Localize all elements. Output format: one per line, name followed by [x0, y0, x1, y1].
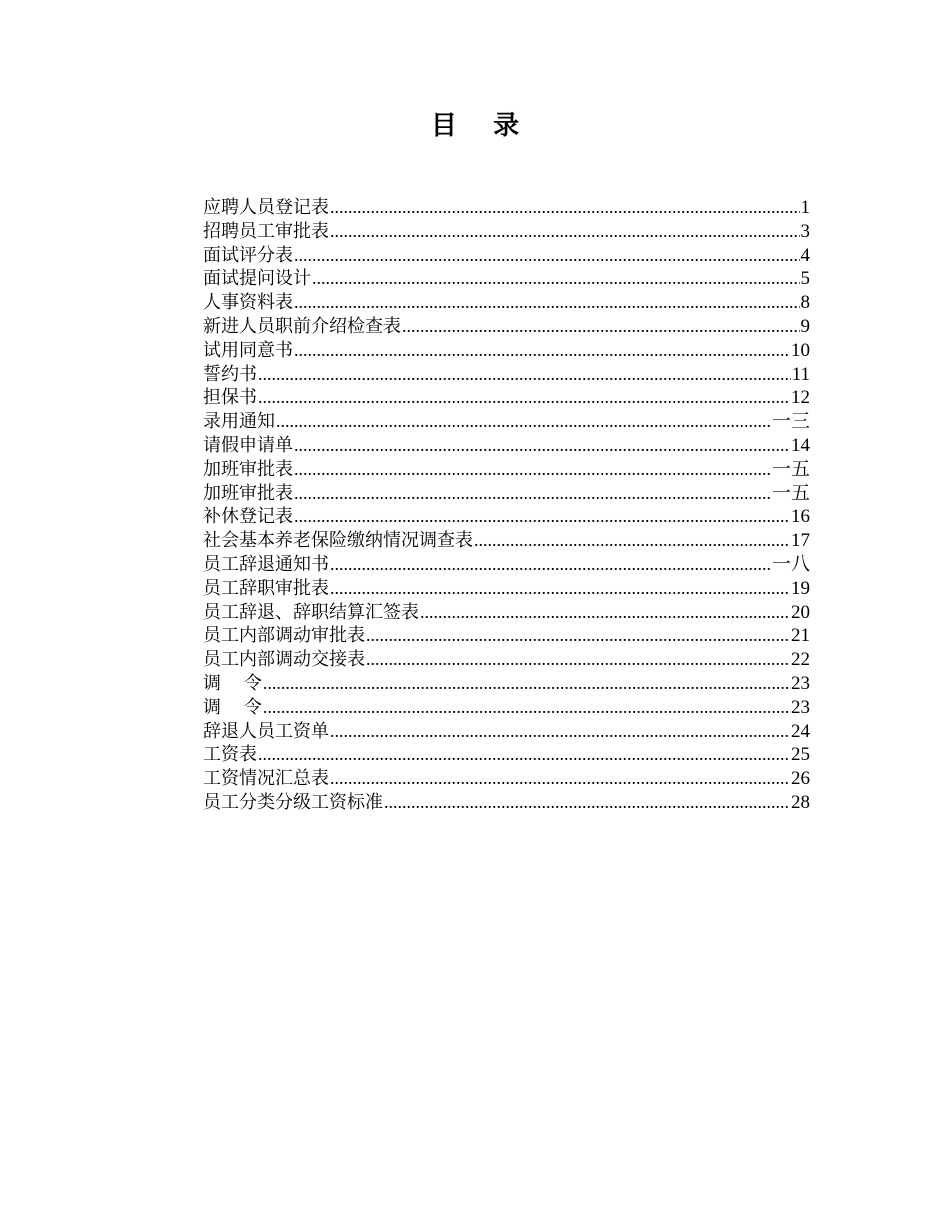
toc-entry-label: 员工辞职审批表	[203, 577, 329, 599]
toc-entry-page-number: 24	[791, 720, 810, 742]
toc-entry-page-number: 26	[791, 768, 810, 790]
toc-dot-leader	[330, 767, 790, 791]
toc-entry-page-number: 一五	[771, 458, 810, 480]
toc-entry[interactable]	[203, 577, 810, 601]
toc-dot-leader	[258, 386, 790, 410]
toc-entry[interactable]	[203, 672, 810, 696]
table-of-contents	[203, 196, 810, 815]
toc-entry[interactable]	[203, 791, 810, 815]
toc-entry-label: 担保书	[203, 387, 257, 409]
toc-entry-label: 补休登记表	[203, 506, 293, 528]
toc-entry[interactable]	[203, 434, 810, 458]
toc-entry-label: 加班审批表	[203, 458, 293, 480]
toc-dot-leader	[420, 601, 790, 625]
toc-entry[interactable]	[203, 339, 810, 363]
toc-entry[interactable]	[203, 696, 810, 720]
toc-entry[interactable]	[203, 529, 810, 553]
toc-entry[interactable]	[203, 505, 810, 529]
toc-entry-page-number: 14	[791, 434, 810, 456]
toc-dot-leader	[402, 315, 800, 339]
toc-dot-leader	[384, 791, 790, 815]
toc-entry-page-number: 22	[791, 649, 810, 671]
toc-entry-label: 员工内部调动审批表	[203, 625, 365, 647]
toc-entry-label: 调 令	[203, 672, 262, 694]
toc-dot-leader	[312, 267, 800, 291]
toc-dot-leader	[258, 743, 790, 767]
toc-entry-page-number: 23	[791, 672, 810, 694]
toc-entry-label: 辞退人员工资单	[203, 720, 329, 742]
toc-entry[interactable]	[203, 220, 810, 244]
toc-entry[interactable]	[203, 196, 810, 220]
toc-dot-leader	[366, 648, 790, 672]
toc-entry-label: 试用同意书	[203, 339, 293, 361]
toc-dot-leader	[474, 529, 790, 553]
toc-entry-page-number: 17	[791, 530, 810, 552]
toc-entry[interactable]	[203, 291, 810, 315]
toc-dot-leader	[294, 505, 790, 529]
toc-entry-label: 员工辞退、辞职结算汇签表	[203, 601, 419, 623]
toc-dot-leader	[263, 672, 790, 696]
toc-dot-leader	[330, 577, 790, 601]
toc-entry[interactable]	[203, 553, 810, 577]
toc-entry[interactable]	[203, 601, 810, 625]
toc-entry[interactable]	[203, 386, 810, 410]
toc-dot-leader	[294, 244, 800, 268]
toc-entry[interactable]	[203, 267, 810, 291]
toc-entry-page-number: 25	[791, 744, 810, 766]
toc-entry-label: 请假申请单	[203, 434, 293, 456]
toc-entry[interactable]	[203, 363, 810, 387]
toc-dot-leader	[258, 363, 791, 387]
toc-entry-label: 加班审批表	[203, 482, 293, 504]
toc-dot-leader	[294, 291, 800, 315]
toc-entry-page-number: 3	[800, 220, 810, 242]
toc-entry-label: 人事资料表	[203, 292, 293, 314]
toc-entry[interactable]	[203, 458, 810, 482]
toc-entry-page-number: 20	[791, 601, 810, 623]
toc-entry-page-number: 23	[791, 696, 810, 718]
toc-entry-label: 工资表	[203, 744, 257, 766]
toc-entry-label: 应聘人员登记表	[203, 197, 329, 218]
toc-entry-page-number: 8	[800, 292, 810, 314]
toc-entry-page-number: 19	[791, 577, 810, 599]
toc-entry[interactable]	[203, 315, 810, 339]
toc-entry-page-number: 28	[791, 791, 810, 813]
toc-dot-leader	[294, 482, 771, 506]
toc-dot-leader	[276, 410, 771, 434]
toc-entry-label: 招聘员工审批表	[203, 220, 329, 242]
toc-title: 目 录	[430, 111, 520, 141]
toc-dot-leader	[294, 339, 790, 363]
toc-entry-page-number: 一五	[771, 482, 810, 504]
toc-entry-label: 誓约书	[203, 363, 257, 385]
toc-entry[interactable]	[203, 244, 810, 268]
toc-dot-leader	[263, 696, 790, 720]
toc-dot-leader	[294, 434, 790, 458]
toc-entry[interactable]	[203, 648, 810, 672]
toc-entry-label: 工资情况汇总表	[203, 768, 329, 790]
toc-entry-page-number: 10	[791, 339, 810, 361]
toc-entry-page-number: 9	[800, 315, 810, 337]
toc-entry-page-number: 5	[800, 268, 810, 290]
toc-entry[interactable]	[203, 624, 810, 648]
toc-dot-leader	[330, 220, 800, 244]
toc-entry-page-number: 11	[791, 363, 810, 385]
toc-entry-page-number: 21	[791, 625, 810, 647]
toc-entry-label: 录用通知	[203, 411, 275, 433]
toc-entry-label: 新进人员职前介绍检查表	[203, 315, 401, 337]
toc-entry-label: 员工辞退通知书	[203, 553, 329, 575]
toc-entry[interactable]	[203, 410, 810, 434]
toc-dot-leader	[366, 624, 790, 648]
toc-entry[interactable]	[203, 720, 810, 744]
toc-entry-page-number: 16	[791, 506, 810, 528]
toc-entry-page-number: 1	[800, 197, 810, 218]
toc-entry-label: 面试评分表	[203, 244, 293, 266]
toc-dot-leader	[330, 553, 771, 577]
toc-entry-page-number: 一八	[771, 553, 810, 575]
toc-entry[interactable]	[203, 767, 810, 791]
toc-dot-leader	[330, 720, 790, 744]
toc-entry-label: 社会基本养老保险缴纳情况调查表	[203, 530, 473, 552]
toc-entry-page-number: 一三	[771, 411, 810, 433]
toc-dot-leader	[294, 458, 771, 482]
toc-entry-label: 面试提问设计	[203, 268, 311, 290]
toc-entry-label: 员工内部调动交接表	[203, 649, 365, 671]
toc-dot-leader	[330, 196, 800, 220]
toc-entry-label: 员工分类分级工资标准	[203, 791, 383, 813]
toc-entry[interactable]	[203, 743, 810, 767]
toc-entry-label: 调 令	[203, 696, 262, 718]
toc-entry[interactable]	[203, 482, 810, 506]
toc-entry-page-number: 12	[791, 387, 810, 409]
toc-entry-page-number: 4	[800, 244, 810, 266]
